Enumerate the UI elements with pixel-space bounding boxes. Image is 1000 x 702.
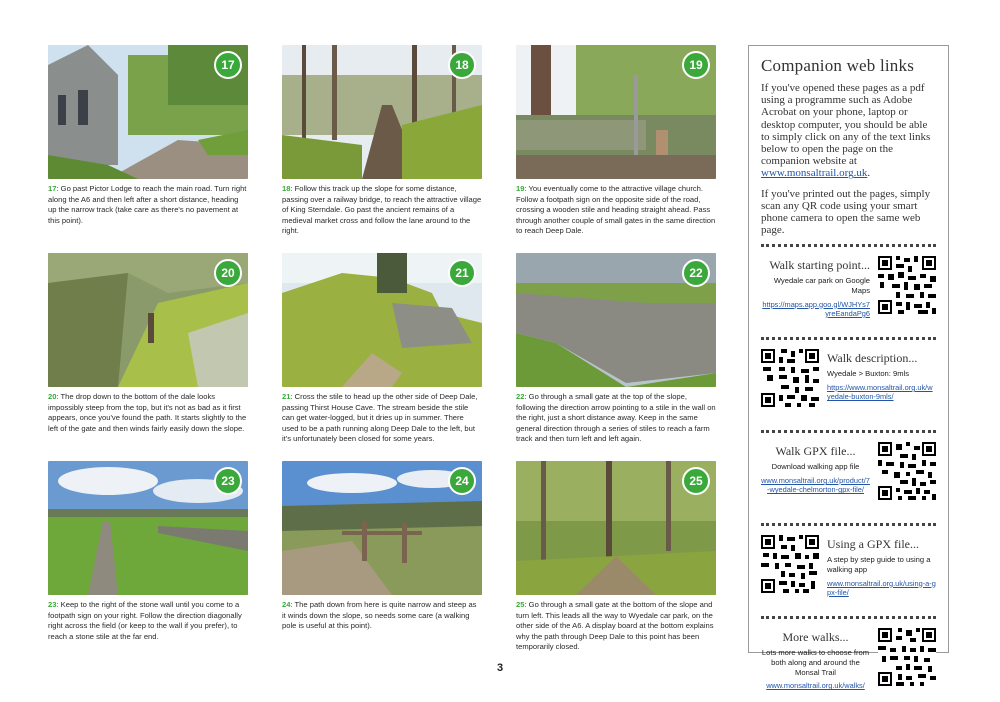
step-photo (48, 253, 248, 387)
step-number-badge: 21 (448, 259, 476, 287)
qr-code-icon[interactable] (878, 442, 936, 500)
step-label-number: 19 (516, 184, 525, 193)
step-photo (48, 461, 248, 595)
step-label-number: 23 (48, 600, 57, 609)
block-title: Walk starting point... (769, 258, 870, 273)
step-caption (48, 392, 248, 434)
block-description: Download walking app file (771, 462, 860, 472)
step-text: : Go past Pictor Lodge to reach the main road. Turn right along the A6 and then left after a short distance, heading up the narrow track (take care as there's no pavement at this point). (48, 184, 247, 225)
block-info (761, 442, 870, 494)
using-gpx-link[interactable]: www.monsaltrail.org.uk/using-a-gpx-file/ (827, 578, 936, 597)
block-description: Wyedale car park on Google Maps (773, 276, 870, 296)
step-number-badge: 22 (682, 259, 710, 287)
step-card-20 (48, 253, 248, 434)
qr-code-icon[interactable] (761, 535, 819, 593)
step-caption (48, 184, 248, 226)
step-text: : The path down from here is quite narrow and steep as it winds down the slope, so needs some care (a walking pole is useful at this point). (282, 600, 477, 631)
step-card-21 (282, 253, 482, 445)
step-card-18 (282, 45, 482, 237)
step-caption (516, 184, 716, 237)
step-photo (282, 253, 482, 387)
step-text: : Go through a small gate at the bottom of the slope and turn left. This leads all the way to Wyedale car park, on the other side of the A6. A display board at the bottom explains why the path through Deep Dale to this point has been temporarily closed. (516, 600, 714, 652)
step-number-badge: 17 (214, 51, 242, 79)
step-photo (516, 461, 716, 595)
step-caption (282, 392, 482, 445)
step-text: : Go through a small gate at the top of the slope, following the direction arrow pointing to a stile in the wall on the right, just a short distance away. Keep in the same general direction through a series of stiles to reach a farm track and then turn left and left again. (516, 392, 716, 444)
page-number: 3 (496, 662, 504, 674)
step-label-number: 17 (48, 184, 57, 193)
using-gpx-block (761, 535, 936, 609)
step-caption (516, 392, 716, 445)
step-number-badge: 25 (682, 467, 710, 495)
step-text: : You eventually come to the attractive village church. Follow a footpath sign on the opposite side of the road, crossing a wooden stile and heading straight ahead. Pass through another couple of small gates in the same direction to reach Deep Dale. (516, 184, 716, 236)
step-number-badge: 18 (448, 51, 476, 79)
more-walks-link[interactable]: www.monsaltrail.org.uk/walks/ (766, 681, 865, 691)
step-card-24 (282, 461, 482, 632)
walk-starting-point-block (761, 256, 936, 330)
panel-intro-pdf (761, 82, 936, 180)
step-label-number: 22 (516, 392, 525, 401)
block-info (827, 349, 936, 401)
dotted-divider (761, 244, 936, 247)
step-caption (516, 600, 716, 653)
step-card-22 (516, 253, 716, 445)
step-label-number: 25 (516, 600, 525, 609)
block-info (761, 256, 870, 318)
step-number-badge: 24 (448, 467, 476, 495)
qr-code-icon[interactable] (761, 349, 819, 407)
more-walks-block (761, 628, 936, 702)
step-photo (282, 461, 482, 595)
step-text: : The drop down to the bottom of the dale looks impossibly steep from the top, but it's not as bad as it first appears, once you've found the path. It starts slightly to the left of the gate and then winds fairly easily down the slope. (48, 392, 247, 433)
step-text: : Keep to the right of the stone wall until you come to a footpath sign on your right. Follow the direction diagonally right across the field (or keep to the wall if you prefer), to reach a stone stile at the far end. (48, 600, 242, 641)
block-title: Walk GPX file... (775, 444, 856, 459)
block-title: Using a GPX file... (827, 537, 919, 552)
gpx-file-link[interactable]: www.monsaltrail.org.uk/product/7-wyedale-chelmorton-gpx-file/ (761, 476, 870, 495)
panel-intro-pdf-text: If you've opened these pages as a pdf using a programme such as Adobe Acrobat on your phone, laptop or desktop computer, you should be able to simply click on any of the text links below to open the page on the companion website at (761, 82, 931, 168)
step-caption (282, 184, 482, 237)
walk-description-block (761, 349, 936, 423)
step-label-number: 20 (48, 392, 57, 401)
step-number-badge: 20 (214, 259, 242, 287)
step-photo (282, 45, 482, 179)
block-description: Lots more walks to choose from both along and around the Monsal Trail (761, 648, 870, 677)
step-label-number: 24 (282, 600, 291, 609)
block-description: A step by step guide to using a walking app (827, 555, 931, 575)
block-title: Walk description... (827, 351, 918, 366)
panel-intro-print: If you've printed out the pages, simply scan any QR code using your smart phone camera to open the same web page. (761, 187, 931, 237)
companion-links-panel (748, 45, 949, 691)
dotted-divider (761, 616, 936, 619)
panel-title: Companion web links (761, 56, 915, 75)
qr-code-icon[interactable] (878, 628, 936, 686)
companion-website-link[interactable]: www.monsaltrail.org.uk (761, 167, 868, 180)
step-number-badge: 23 (214, 467, 242, 495)
step-photo (48, 45, 248, 179)
dotted-divider (761, 337, 936, 340)
step-photo (516, 45, 716, 179)
block-title: More walks... (782, 630, 849, 645)
google-maps-link[interactable]: https://maps.app.goo.gl/WJHYs7yreEandaPg6 (762, 299, 870, 318)
dotted-divider (761, 523, 936, 526)
block-info (761, 628, 870, 690)
step-caption (282, 600, 482, 632)
step-label-number: 18 (282, 184, 291, 193)
step-label-number: 21 (282, 392, 291, 401)
qr-code-icon[interactable] (878, 256, 936, 314)
step-card-19 (516, 45, 716, 237)
step-card-23 (48, 461, 248, 642)
step-card-25 (516, 461, 716, 653)
step-caption (48, 600, 248, 642)
walk-gpx-block (761, 442, 936, 516)
step-text: : Follow this track up the slope for some distance, passing over a railway bridge, to reach the attractive village of King Sterndale. Go past the ancient remains of a medieval market cross and follow the lane around to the right. (282, 184, 482, 236)
block-info (827, 535, 936, 597)
dotted-divider (761, 430, 936, 433)
step-text: : Cross the stile to head up the other side of Deep Dale, passing Thirst House Cave. The stream beside the stile can get water-logged, but it dries up in summer. There used to be a path running along Deep Dale to the left, but it's unfortunately been closed for some years. (282, 392, 478, 444)
step-card-17 (48, 45, 248, 226)
walk-description-link[interactable]: https://www.monsaltrail.org.uk/wyedale-buxton-9mls/ (827, 383, 933, 402)
panel-intro-pdf-end: . (867, 167, 871, 180)
block-description: Wyedale > Buxton: 9mls (827, 369, 910, 379)
step-number-badge: 19 (682, 51, 710, 79)
step-photo (516, 253, 716, 387)
